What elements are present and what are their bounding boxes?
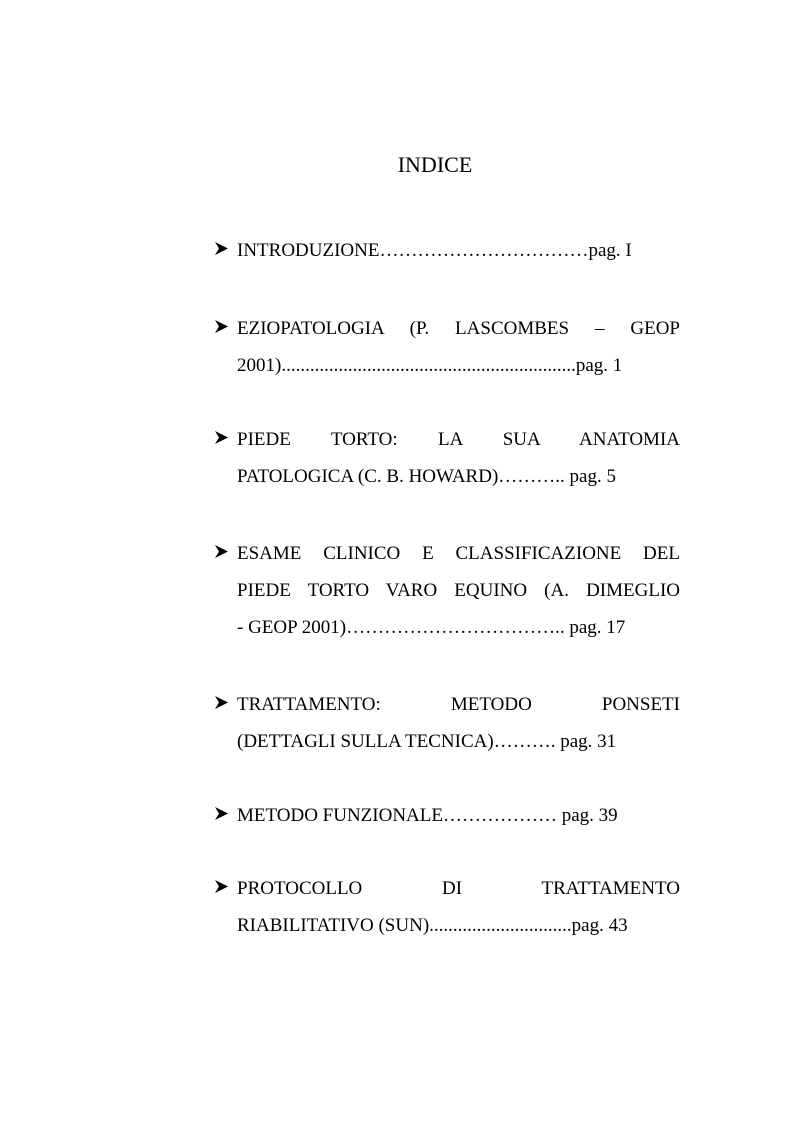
page-title: INDICE xyxy=(397,152,473,177)
arrowhead-bullet-icon xyxy=(214,544,229,559)
arrowhead-bullet-icon xyxy=(214,806,229,821)
toc-line: RIABILITATIVO (SUN)..............................pag. 43 xyxy=(237,915,628,936)
toc-line: METODO FUNZIONALE……………… pag. 39 xyxy=(237,805,618,826)
toc-entry-piede-torto-anatomia[interactable] xyxy=(214,421,680,495)
arrowhead-bullet-icon xyxy=(214,879,229,894)
toc-line: EZIOPATOLOGIA (P. LASCOMBES – GEOP xyxy=(237,318,680,339)
toc-line: 2001)..............................................................pag. 1 xyxy=(237,355,623,376)
toc-entry-introduzione[interactable] xyxy=(214,232,680,269)
toc-line: PIEDE TORTO: LA SUA ANATOMIA xyxy=(237,429,680,450)
toc-line: ESAME CLINICO E CLASSIFICAZIONE DEL xyxy=(237,543,680,564)
toc-line: - GEOP 2001)…………………………….. pag. 17 xyxy=(237,617,626,638)
arrowhead-bullet-icon xyxy=(214,319,229,334)
toc-entry-metodo-funzionale[interactable] xyxy=(214,797,680,834)
toc-line: TRATTAMENTO: METODO PONSETI xyxy=(237,694,680,715)
toc-line: PIEDE TORTO VARO EQUINO (A. DIMEGLIO xyxy=(237,580,680,601)
toc-entry-eziopatologia[interactable] xyxy=(214,310,680,384)
toc-entry-trattamento-ponseti[interactable] xyxy=(214,686,680,760)
toc-line: (DETTAGLI SULLA TECNICA)………. pag. 31 xyxy=(237,731,617,752)
arrowhead-bullet-icon xyxy=(214,241,229,256)
toc-entry-protocollo[interactable] xyxy=(214,870,680,944)
arrowhead-bullet-icon xyxy=(214,430,229,445)
toc-line: INTRODUZIONE……………………………pag. I xyxy=(237,240,632,261)
arrowhead-bullet-icon xyxy=(214,695,229,710)
toc-entry-esame-clinico[interactable] xyxy=(214,535,680,646)
toc-line: PATOLOGICA (C. B. HOWARD)……….. pag. 5 xyxy=(237,466,616,487)
toc-line: PROTOCOLLO DI TRATTAMENTO xyxy=(237,878,680,899)
